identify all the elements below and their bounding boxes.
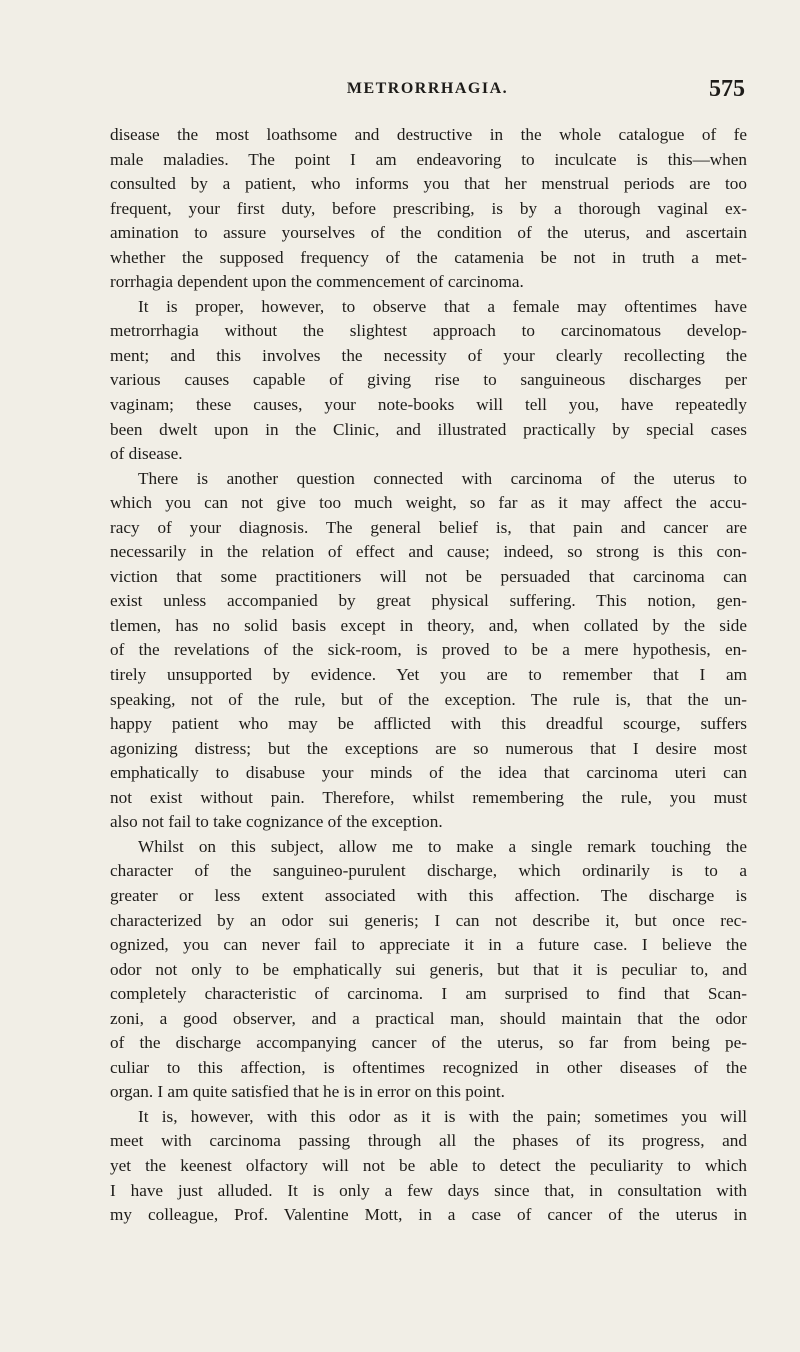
text-line: It is, however, with this odor as it is with the pain; sometimes you will <box>138 1106 747 1126</box>
text-line: also not fail to take cognizance of the exception. <box>110 812 443 832</box>
text-line: It is proper, however, to observe that a female may oftentimes have <box>138 296 747 316</box>
text-line: vaginam; these causes, your note-books will tell you, have repeatedly <box>110 395 747 415</box>
page-number: 575 <box>709 76 745 102</box>
text-line: ment; and this involves the necessity of your clearly recollecting the <box>110 345 747 365</box>
text-line: emphatically to disabuse your minds of the idea that carcinoma uteri can <box>110 763 747 783</box>
text-line: amination to assure yourselves of the condition of the uterus, and ascertain <box>110 223 747 243</box>
text-line: odor not only to be emphatically sui generis, but that it is peculiar to, and <box>110 959 747 979</box>
text-line: tirely unsupported by evidence. Yet you are to remember that I am <box>110 665 747 685</box>
text-line: zoni, a good observer, and a practical man, should maintain that the odor <box>110 1008 747 1028</box>
text-line: happy patient who may be afflicted with this dreadful scourge, suffers <box>110 714 747 734</box>
text-line: viction that some practitioners will not be persuaded that carcinoma can <box>110 566 747 586</box>
text-line: completely characteristic of carcinoma. I am surprised to find that Scan- <box>110 984 747 1004</box>
text-line: yet the keenest olfactory will not be able to detect the peculiarity to which <box>110 1155 747 1175</box>
text-line: my colleague, Prof. Valentine Mott, in a case of cancer of the uterus in <box>110 1205 747 1225</box>
text-line: rorrhagia dependent upon the commencement of carcinoma. <box>110 272 524 292</box>
text-line: speaking, not of the rule, but of the exception. The rule is, that the un- <box>110 689 747 709</box>
text-line: character of the sanguineo-purulent discharge, which ordinarily is to a <box>110 861 747 881</box>
text-line: greater or less extent associated with this affection. The discharge is <box>110 885 747 905</box>
text-line: male maladies. The point I am endeavoring to inculcate is this—when <box>110 149 747 169</box>
text-line: whether the supposed frequency of the catamenia be not in truth a met- <box>110 247 747 267</box>
text-line: of disease. <box>110 444 183 464</box>
page-header <box>110 76 745 110</box>
text-line: There is another question connected with carcinoma of the uterus to <box>138 468 747 488</box>
text-line: metrorrhagia without the slightest approach to carcinomatous develop- <box>110 321 747 341</box>
text-line: ognized, you can never fail to appreciate it in a future case. I believe the <box>110 935 747 955</box>
text-line: Whilst on this subject, allow me to make a single remark touching the <box>138 836 747 856</box>
text-line: meet with carcinoma passing through all the phases of its progress, and <box>110 1131 747 1151</box>
text-line: culiar to this affection, is oftentimes recognized in other diseases of the <box>110 1057 747 1077</box>
text-line: I have just alluded. It is only a few days since that, in consultation with <box>110 1180 747 1200</box>
text-line: various causes capable of giving rise to sanguineous discharges per <box>110 370 747 390</box>
text-line: which you can not give too much weight, so far as it may affect the accu- <box>110 493 747 513</box>
running-title: METRORRHAGIA. <box>346 80 509 97</box>
text-line: organ. I am quite satisfied that he is in error on this point. <box>110 1082 505 1102</box>
text-line: exist unless accompanied by great physical suffering. This notion, gen- <box>110 591 747 611</box>
text-line: agonizing distress; but the exceptions are so numerous that I desire most <box>110 738 747 758</box>
text-line: not exist without pain. Therefore, whilst remembering the rule, you must <box>110 787 747 807</box>
text-line: disease the most loathsome and destructive in the whole catalogue of fe <box>110 125 747 144</box>
text-line: of the discharge accompanying cancer of the uterus, so far from being pe- <box>110 1033 747 1053</box>
text-line: racy of your diagnosis. The general belief is, that pain and cancer are <box>110 517 747 537</box>
text-line: necessarily in the relation of effect and cause; indeed, so strong is this con- <box>110 542 747 562</box>
text-line: of the revelations of the sick-room, is proved to be a mere hypothesis, en- <box>110 640 747 660</box>
text-line: consulted by a patient, who informs you that her menstrual periods are too <box>110 174 747 194</box>
body-text <box>110 123 747 1228</box>
text-line: been dwelt upon in the Clinic, and illustrated practically by special cases <box>110 419 747 439</box>
text-line: frequent, your first duty, before prescribing, is by a thorough vaginal ex- <box>110 198 747 218</box>
text-line: tlemen, has no solid basis except in theory, and, when collated by the side <box>110 615 747 635</box>
text-line: characterized by an odor sui generis; I can not describe it, but once rec- <box>110 910 747 930</box>
